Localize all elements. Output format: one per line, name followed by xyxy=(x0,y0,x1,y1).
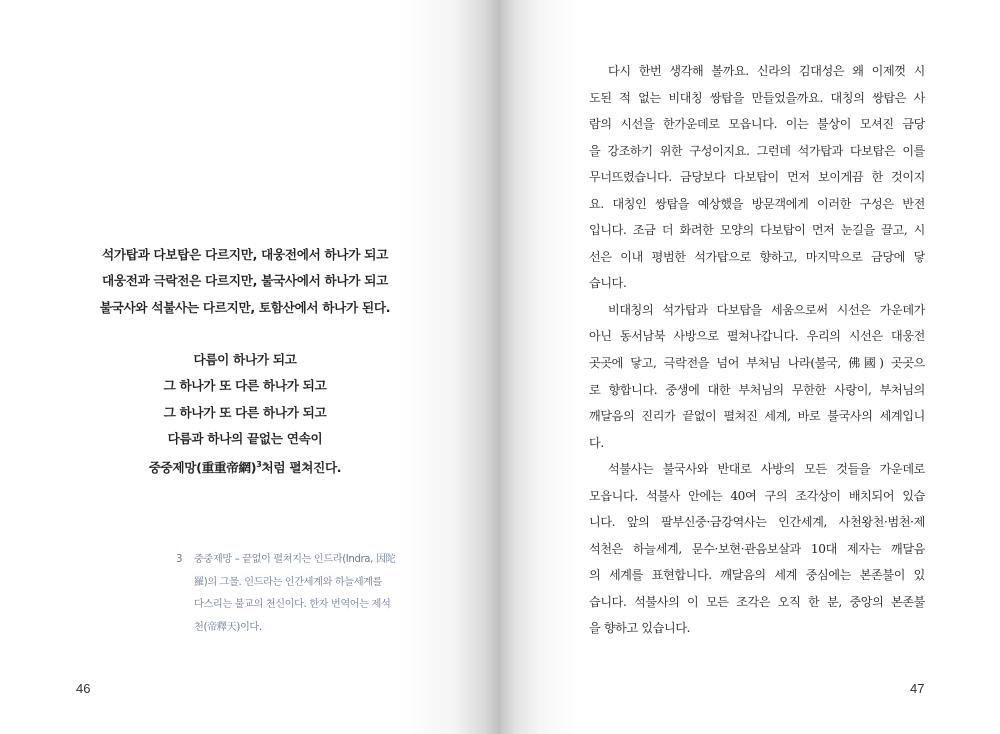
paragraph-line: 비대칭의 석가탑과 다보탑을 세움으로써 시선은 가운데가 xyxy=(608,302,925,317)
verse-term: 중중제망(重重帝網) xyxy=(148,460,257,476)
verse-ending: 처럼 펼쳐진다. xyxy=(261,460,342,476)
paragraph-line: 의 세계를 표현합니다. 깨달음의 세계 중심에는 본존불이 있 xyxy=(589,568,925,583)
paragraph-line: 을 향하고 있습니다. xyxy=(589,621,691,636)
verse-line: 석가탑과 다보탑은 다르지만, 대웅전에서 하나가 되고 xyxy=(102,247,388,262)
verse-stanza-2 xyxy=(40,347,450,478)
verse-line: 다름과 하나의 끝없는 연속이 xyxy=(167,430,323,446)
paragraph-line: 니다. 앞의 팔부신중·금강역사는 인간세계, 사천왕천·범천·제 xyxy=(589,515,925,530)
paragraph-line: 습니다. xyxy=(589,276,627,291)
paragraph-line: 석불사는 불국사와 반대로 사방의 모든 것들을 가운데로 xyxy=(608,462,925,477)
footnote-line: 다스리는 불교의 천신이다. 한자 번역어는 제석 xyxy=(194,599,391,610)
body-text xyxy=(589,58,925,642)
paragraph-line: 석천은 하늘세계, 문수·보현·관음보살과 10대 제자는 깨달음 xyxy=(589,541,925,556)
verse-line: 대웅전과 극락전은 다르지만, 불국사에서 하나가 되고 xyxy=(102,273,388,289)
footnote-line: 羅)의 그물. 인드라는 인간세계와 하늘세계를 xyxy=(194,576,383,588)
footnote-line: 천(帝釋天)이다. xyxy=(194,621,262,633)
footnote-number: 3 xyxy=(176,554,183,565)
paragraph-line: 입니다. 조금 더 화려한 모양의 다보탑이 먼저 눈길을 끌고, 시 xyxy=(589,223,925,238)
paragraph-line: 무너뜨렸습니다. 금당보다 다보탑이 먼저 보이게끔 한 것이지 xyxy=(589,170,925,185)
paragraph-line: 선은 이내 평범한 석가탑으로 향하고, 마지막으로 금당에 닿 xyxy=(589,249,925,264)
paragraph-line: 다. xyxy=(589,435,604,450)
verse-line: 그 하나가 또 다른 하나가 되고 xyxy=(163,404,327,420)
paragraph-line: 도된 적 없는 비대칭 쌍탑을 만들었을까요. 대칭의 쌍탑은 사 xyxy=(589,90,925,105)
page-number-left: 46 xyxy=(76,681,91,696)
paragraph-line: 아닌 동서남북 사방으로 펼쳐나갑니다. 우리의 시선은 대웅전 xyxy=(589,329,925,344)
footnote-reference: 3 xyxy=(256,460,262,470)
paragraph-line: 로 향합니다. 중생에 대한 부처님의 무한한 사랑이, 부처님의 xyxy=(589,382,925,397)
verse-line: 다름이 하나가 되고 xyxy=(193,352,297,367)
paragraph-line: 곳곳에 닿고, 극락전을 넘어 부처님 나라(불국, 佛國) 곳곳으 xyxy=(589,356,925,371)
verse-stanza-1 xyxy=(40,242,450,321)
paragraph-line: 모읍니다. 석불사 안에는 40여 구의 조각상이 배치되어 있습 xyxy=(589,488,925,503)
paragraph-line: 요. 대칭인 쌍탑을 예상했을 방문객에게 이러한 구성은 반전 xyxy=(589,196,925,211)
verse-line: 불국사와 석불사는 다르지만, 토함산에서 하나가 된다. xyxy=(99,299,391,315)
footnote-text xyxy=(194,549,395,639)
verse-line: 그 하나가 또 다른 하나가 되고 xyxy=(163,378,327,394)
paragraph-line: 깨달음의 진리가 끝없이 펼쳐진 세계, 바로 불국사의 세계입니 xyxy=(589,409,925,424)
paragraph-line: 을 강조하기 위한 구성이지요. 그런데 석가탑과 다보탑은 이를 xyxy=(589,143,925,158)
right-page xyxy=(500,0,1000,734)
page-number-right: 47 xyxy=(910,681,925,696)
footnote-line: 중중제망 – 끝없이 펼쳐지는 인드라(Indra, 因陀 xyxy=(194,554,396,565)
paragraph-line: 람의 시선을 한가운데로 모읍니다. 이는 불상이 모셔진 금당 xyxy=(589,117,925,132)
paragraph-line: 다시 한번 생각해 볼까요. 신라의 김대성은 왜 이제껏 시 xyxy=(608,64,925,78)
verse-line-final xyxy=(40,452,450,478)
paragraph-line: 습니다. 석불사의 이 모든 조각은 오직 한 분, 중앙의 본존불 xyxy=(589,594,925,609)
